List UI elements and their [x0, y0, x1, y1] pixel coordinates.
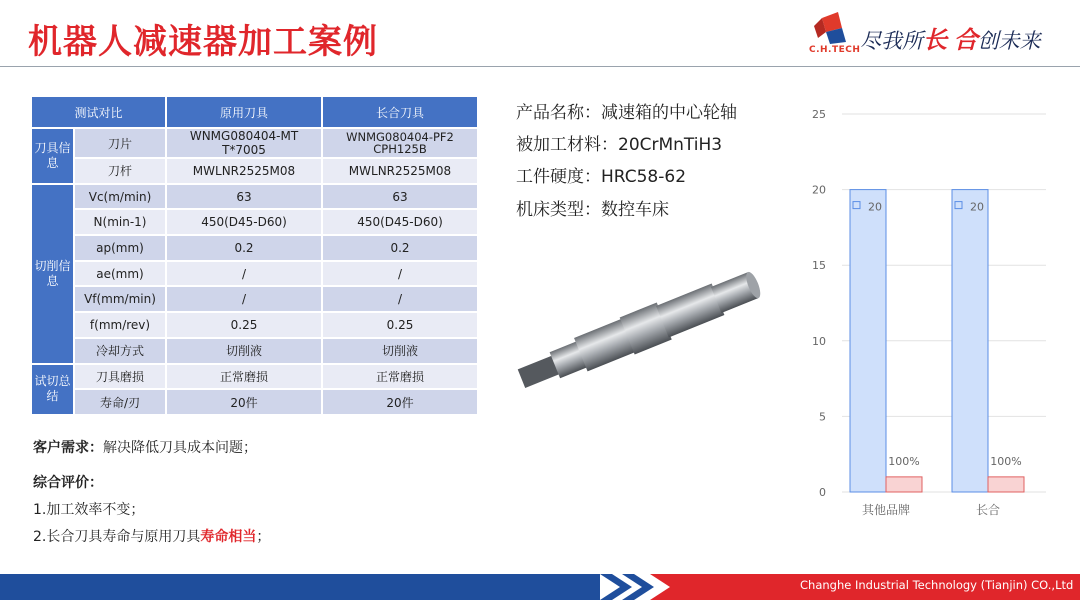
table-row: [31, 235, 478, 261]
product-name: 产品名称：减速箱的中心轮轴: [516, 103, 737, 123]
table-cell: /: [166, 261, 322, 287]
table-cell: 20件: [322, 389, 478, 415]
table-row: [31, 209, 478, 235]
data-label: 20: [970, 200, 984, 214]
table-row: [31, 158, 478, 184]
table-cell: 0.25: [166, 312, 322, 338]
table-cell: Vc(m/min): [74, 184, 166, 210]
table-cell: 冷却方式: [74, 338, 166, 364]
bar-chart: [800, 100, 1060, 530]
x-tick-label: 长合: [975, 503, 1001, 517]
table-cell: 正常磨损: [166, 364, 322, 390]
group-label: 刀具信息: [31, 128, 74, 184]
y-tick-label: 15: [812, 259, 826, 273]
evaluation-highlight: 寿命相当: [200, 529, 257, 545]
table-cell: /: [322, 286, 478, 312]
table-cell: f(mm/rev): [74, 312, 166, 338]
table-header: 测试对比: [31, 96, 166, 128]
table-row: [31, 312, 478, 338]
table-cell: 0.2: [166, 235, 322, 261]
bar: [850, 190, 886, 492]
data-label: 100%: [990, 454, 1022, 468]
bar: [886, 477, 922, 492]
group-label: 切削信息: [31, 184, 74, 364]
table-row: [31, 286, 478, 312]
customer-need: [33, 437, 257, 457]
y-tick-label: 5: [819, 410, 826, 424]
table-cell: 刀具磨损: [74, 364, 166, 390]
table-cell: 0.2: [322, 235, 478, 261]
evaluation-line-2-end: ；: [256, 529, 271, 545]
evaluation-heading: 综合评价：: [33, 475, 103, 491]
header-divider: [0, 66, 1080, 67]
table-cell: 正常磨损: [322, 364, 478, 390]
table-cell: N(min-1): [74, 209, 166, 235]
slogan-part1: 尽我所: [860, 29, 923, 53]
table-cell: MWLNR2525M08: [322, 158, 478, 184]
y-tick-label: 25: [812, 108, 826, 121]
customer-need-label: 客户需求：: [33, 440, 103, 456]
table-row: [31, 338, 478, 364]
bar: [952, 190, 988, 492]
slogan: [860, 20, 1041, 55]
evaluation-line-1: 1.加工效率不变；: [33, 502, 145, 518]
slogan-part2: 创未来: [977, 29, 1041, 53]
table-cell: 切削液: [322, 338, 478, 364]
page-title: 机器人减速器加工案例: [28, 22, 378, 62]
slogan-red2: 合: [953, 25, 978, 54]
table-header: 原用刀具: [166, 96, 322, 128]
table-row: [31, 261, 478, 287]
comparison-table: [30, 95, 479, 416]
evaluation-line-2: [33, 526, 270, 546]
table-cell: 20件: [166, 389, 322, 415]
table-header-row: [31, 96, 478, 128]
table-cell: 寿命/刃: [74, 389, 166, 415]
logo-text: C.H.TECH: [809, 45, 861, 55]
table-cell: 0.25: [322, 312, 478, 338]
table-row: [31, 364, 478, 390]
data-label: 20: [868, 200, 882, 214]
machine-type: 机床类型：数控车床: [516, 200, 669, 220]
table-cell: 63: [322, 184, 478, 210]
table-cell: ap(mm): [74, 235, 166, 261]
data-label: 100%: [888, 454, 920, 468]
table-cell: MWLNR2525M08: [166, 158, 322, 184]
table-cell: WNMG080404-PF2 CPH125B: [322, 128, 478, 158]
slogan-red1: 长: [923, 25, 947, 54]
table-cell: Vf(mm/min): [74, 286, 166, 312]
customer-need-text: 解决降低刀具成本问题；: [103, 440, 257, 456]
y-tick-label: 10: [812, 334, 826, 348]
x-tick-label: 其他品牌: [861, 503, 911, 517]
table-cell: 450(D45-D60): [166, 209, 322, 235]
footer-company: Changhe Industrial Technology (Tianjin) CO.,Ltd: [800, 578, 1074, 592]
material: 被加工材料：20CrMnTiH3: [516, 135, 723, 155]
group-label: 试切总结: [31, 364, 74, 415]
table-row: [31, 184, 478, 210]
table-cell: 切削液: [166, 338, 322, 364]
table-cell: /: [166, 286, 322, 312]
table-cell: 刀杆: [74, 158, 166, 184]
shaft-image: [512, 250, 777, 410]
evaluation-line-2-text: 2.长合刀具寿命与原用刀具: [33, 529, 201, 545]
table-cell: 450(D45-D60): [322, 209, 478, 235]
table-row: [31, 128, 478, 158]
table-cell: ae(mm): [74, 261, 166, 287]
table-header: 长合刀具: [322, 96, 478, 128]
table-cell: 63: [166, 184, 322, 210]
table-row: [31, 389, 478, 415]
table-cell: WNMG080404-MT T*7005: [166, 128, 322, 158]
y-tick-label: 20: [812, 183, 826, 197]
hardness: 工件硬度：HRC58-62: [516, 167, 687, 187]
table-cell: /: [322, 261, 478, 287]
y-tick-label: 0: [819, 486, 826, 499]
bar: [988, 477, 1024, 492]
table-cell: 刀片: [74, 128, 166, 158]
